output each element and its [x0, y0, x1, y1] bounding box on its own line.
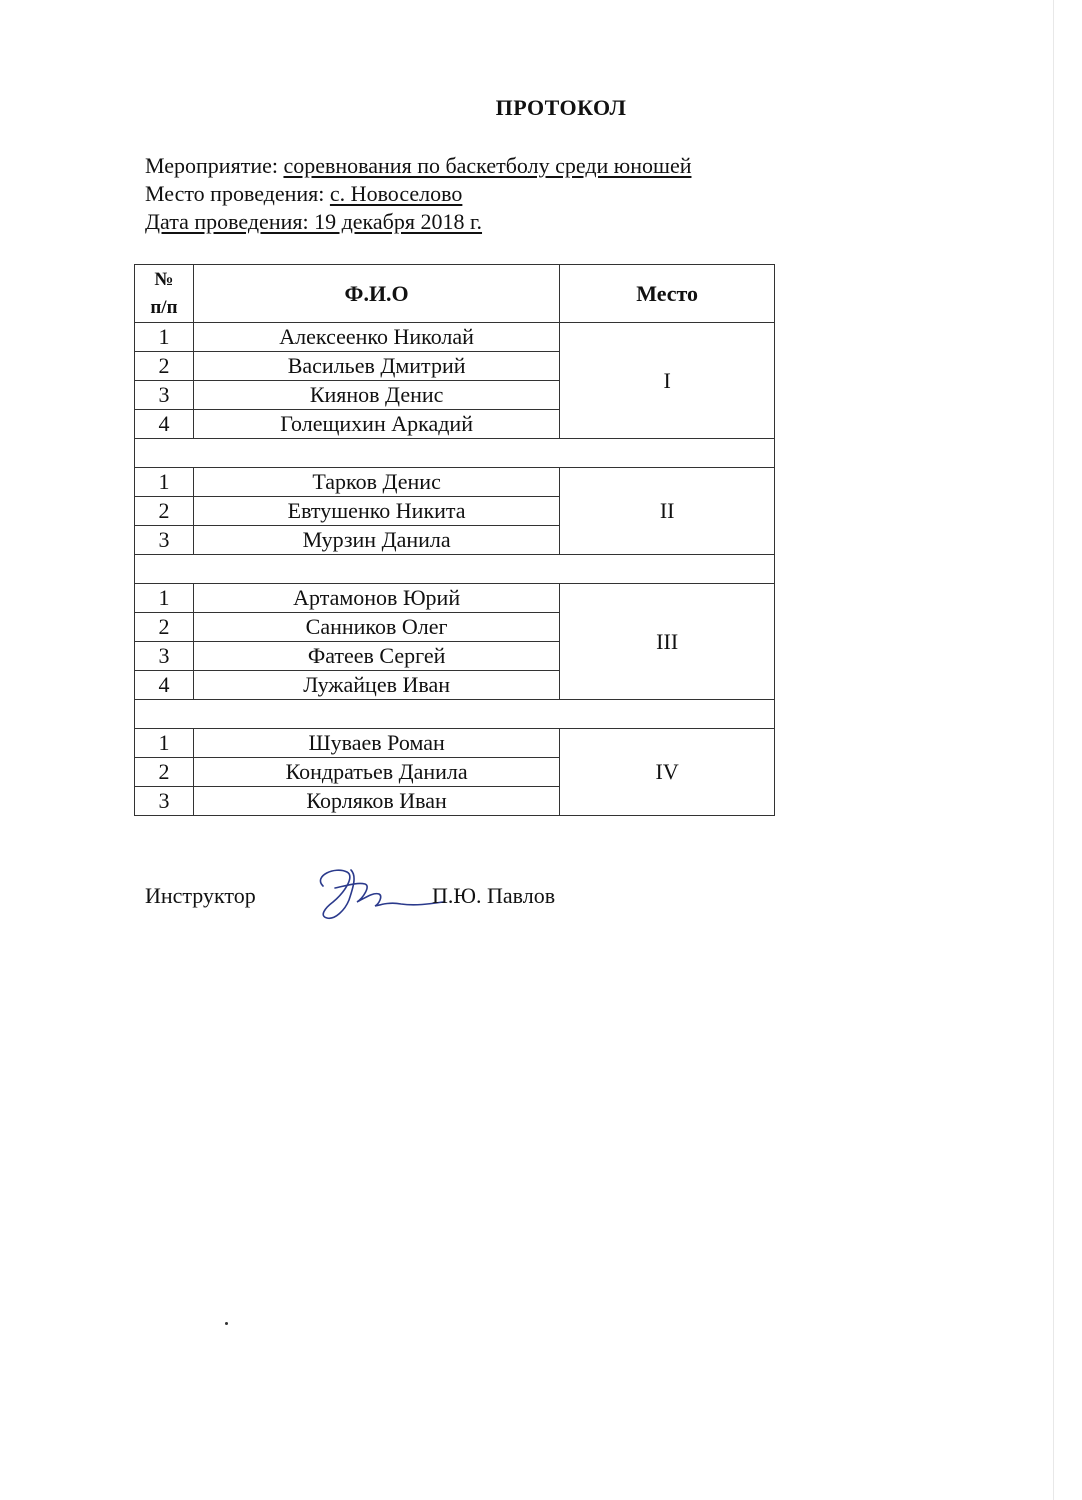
- table-row: [135, 584, 775, 613]
- row-number: 3: [135, 381, 194, 410]
- table-row: [135, 729, 775, 758]
- row-number: 1: [135, 584, 194, 613]
- row-number: 1: [135, 729, 194, 758]
- row-name: Мурзин Данила: [193, 526, 559, 555]
- row-name: Тарков Денис: [193, 468, 559, 497]
- spacer-row: [135, 555, 775, 584]
- row-number: 2: [135, 758, 194, 787]
- row-number: 3: [135, 787, 194, 816]
- event-line: [145, 152, 691, 180]
- row-number: 1: [135, 323, 194, 352]
- row-number: 2: [135, 352, 194, 381]
- row-name: Голещихин Аркадий: [193, 410, 559, 439]
- date-value: Дата проведения: 19 декабря 2018 г.: [145, 209, 483, 234]
- event-label: Мероприятие:: [145, 153, 284, 178]
- row-name: Шуваев Роман: [193, 729, 559, 758]
- location-value: с. Новоселово: [329, 181, 463, 206]
- row-number: 2: [135, 613, 194, 642]
- spacer-cell: [135, 700, 775, 729]
- row-number: 4: [135, 671, 194, 700]
- place-cell-2: II: [560, 468, 775, 555]
- spacer-row: [135, 700, 775, 729]
- table-row: [135, 323, 775, 352]
- row-name: Корляков Иван: [193, 787, 559, 816]
- table-row: [135, 468, 775, 497]
- row-name: Киянов Денис: [193, 381, 559, 410]
- signature-image: [305, 858, 445, 928]
- spacer-cell: [135, 555, 775, 584]
- paper-speck: [225, 1322, 228, 1325]
- header-number: [135, 265, 194, 323]
- spacer-row: [135, 439, 775, 468]
- row-number: 4: [135, 410, 194, 439]
- row-name: Васильев Дмитрий: [193, 352, 559, 381]
- header-name: Ф.И.О: [193, 265, 559, 323]
- table-header-row: [135, 265, 775, 323]
- row-number: 2: [135, 497, 194, 526]
- row-name: Фатеев Сергей: [193, 642, 559, 671]
- document-title: ПРОТОКОЛ: [495, 95, 627, 120]
- row-name: Лужайцев Иван: [193, 671, 559, 700]
- place-cell-3: III: [560, 584, 775, 700]
- location-label: Место проведения:: [145, 181, 330, 206]
- results-table: [134, 264, 775, 816]
- instructor-role: Инструктор: [145, 883, 256, 908]
- row-number: 3: [135, 642, 194, 671]
- row-number: 1: [135, 468, 194, 497]
- row-name: Кондратьев Данила: [193, 758, 559, 787]
- spacer-cell: [135, 439, 775, 468]
- row-name: Санников Олег: [193, 613, 559, 642]
- header-number-abbr: п/п: [150, 296, 178, 318]
- row-name: Артамонов Юрий: [193, 584, 559, 613]
- instructor-name: П.Ю. Павлов: [432, 883, 556, 908]
- row-number: 3: [135, 526, 194, 555]
- date-line: [145, 208, 482, 236]
- header-number-symbol: №: [154, 268, 174, 290]
- event-value: соревнования по баскетболу среди юношей: [283, 153, 692, 178]
- header-place: Место: [560, 265, 775, 323]
- place-cell-4: IV: [560, 729, 775, 816]
- location-line: [145, 180, 462, 208]
- page-edge: [1053, 0, 1054, 1500]
- place-cell-1: I: [560, 323, 775, 439]
- row-name: Алексеенко Николай: [193, 323, 559, 352]
- row-name: Евтушенко Никита: [193, 497, 559, 526]
